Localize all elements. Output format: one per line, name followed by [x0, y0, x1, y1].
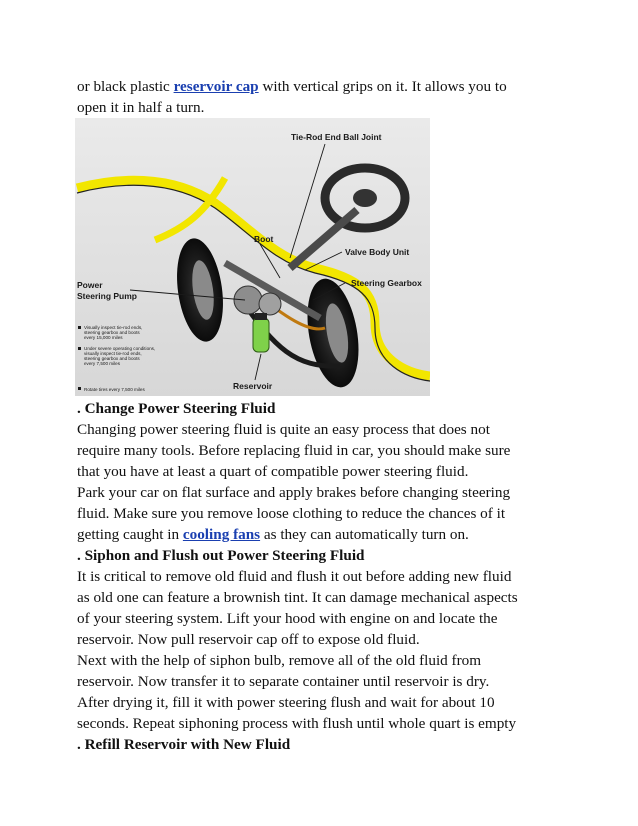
label-power: Power [77, 280, 103, 290]
section-heading-refill: . Refill Reservoir with New Fluid [77, 736, 291, 753]
label-reservoir: Reservoir [233, 381, 273, 391]
note-2-line-3: steering gearbox and boots [84, 356, 140, 361]
steering-hub [353, 189, 377, 207]
note-1-line-2: steering gearbox and boots [84, 330, 140, 335]
power-steering-diagram [75, 118, 430, 396]
label-steering-pump: Steering Pump [77, 291, 137, 301]
cooling-fans-link[interactable]: cooling fans [182, 526, 261, 543]
section2-line-4: reservoir. Now pull reservoir cap off to expose old fluid. [77, 631, 420, 648]
section1-line-2: require many tools. Before replacing fluid in car, you should make sure [77, 442, 511, 459]
intro-line-1 [77, 76, 507, 97]
section2-line-6: reservoir. Now transfer it to separate container until reservoir is dry. [77, 673, 490, 690]
label-steering-gearbox: Steering Gearbox [351, 278, 422, 288]
note-bullet [78, 326, 81, 329]
section2-line-5: Next with the help of siphon bulb, remove all of the old fluid from [77, 652, 482, 669]
note-2-line-1: Under severe operating conditions, [84, 346, 156, 351]
section1-line-6 [77, 524, 469, 545]
section2-line-1: It is critical to remove old fluid and flush it out before adding new fluid [77, 568, 512, 585]
section1-text-cont: as they can automatically turn on. [260, 526, 469, 543]
section2-line-8: seconds. Repeat siphoning process with flush until whole quart is empty [77, 715, 517, 732]
reservoir-cap-link[interactable]: reservoir cap [173, 78, 259, 95]
label-valve-body: Valve Body Unit [345, 247, 410, 257]
note-2-line-2: visually inspect tie-rod ends, [84, 351, 142, 356]
section-heading-siphon-flush: . Siphon and Flush out Power Steering Fluid [77, 547, 365, 564]
section2-line-2: as old one can feature a brownish tint. It can damage mechanical aspects [77, 589, 518, 606]
intro-line-2: open it in half a turn. [77, 99, 205, 116]
note-3-line-1: Rotate tires every 7,500 miles [84, 387, 145, 392]
section1-line-3: that you have at least a quart of compatible power steering fluid. [77, 463, 469, 480]
section1-text: getting caught in [77, 526, 183, 543]
section1-line-4: Park your car on flat surface and apply brakes before changing steering [77, 484, 511, 501]
section1-line-5: fluid. Make sure you remove loose clothing to reduce the chances of it [77, 505, 506, 522]
reservoir-bottle [253, 318, 269, 352]
section-heading-change-fluid: . Change Power Steering Fluid [77, 400, 276, 417]
label-boot: Boot [254, 234, 274, 244]
intro-text-cont: with vertical grips on it. It allows you to [258, 78, 507, 95]
pump-body [234, 286, 262, 314]
section1-line-1: Changing power steering fluid is quite an easy process that does not [77, 421, 490, 438]
note-bullet [78, 387, 81, 390]
note-2-line-4: every 7,500 miles [84, 361, 121, 366]
reservoir-cap-shape [255, 313, 267, 320]
note-1-line-1: Visually inspect tie-rod ends, [84, 325, 143, 330]
section2-line-7: After drying it, fill it with power steering flush and wait for about 10 [77, 694, 495, 711]
pump-pulley [259, 293, 281, 315]
intro-text: or black plastic [77, 78, 174, 95]
label-tie-rod: Tie-Rod End Ball Joint [291, 132, 382, 142]
note-bullet [78, 347, 81, 350]
note-1-line-3: every 15,000 miles [84, 335, 123, 340]
section2-line-3: of your steering system. Lift your hood with engine on and locate the [77, 610, 498, 627]
